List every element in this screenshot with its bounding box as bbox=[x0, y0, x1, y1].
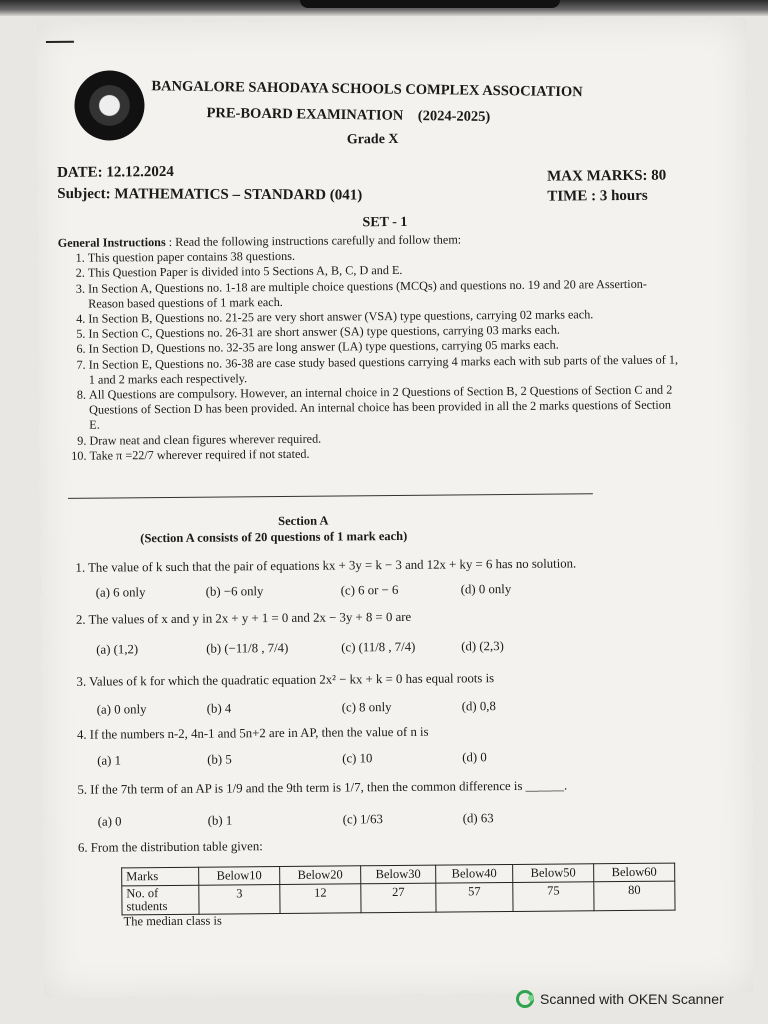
instructions-intro: : Read the following instructions carefully and follow them: bbox=[165, 232, 462, 249]
table-cell: 3 bbox=[199, 885, 280, 915]
option-d: (d) 0 only bbox=[460, 581, 512, 597]
option-a: (a) 6 only bbox=[95, 585, 146, 600]
scan-shadow bbox=[300, 0, 560, 8]
median-question: The median class is bbox=[123, 913, 222, 929]
exam-date: DATE: 12.12.2024 bbox=[56, 163, 174, 181]
scanner-watermark bbox=[516, 990, 724, 1008]
set-label: SET - 1 bbox=[362, 214, 408, 231]
general-instructions bbox=[58, 230, 685, 463]
instruction-item: 2. This Question Paper is divided into 5 Sections A, B, C, D and E. bbox=[88, 261, 683, 281]
option-c: (c) 6 or − 6 bbox=[340, 582, 399, 598]
section-title: Section A bbox=[278, 513, 329, 529]
table-header-cell: Below60 bbox=[594, 863, 675, 882]
subject-line: Subject: MATHEMATICS – STANDARD (041) bbox=[57, 185, 363, 204]
option-b: (b) 1 bbox=[207, 813, 233, 828]
instructions-title: General Instructions bbox=[57, 234, 166, 250]
instruction-item: 6. In Section D, Questions no. 32-35 are long answer (LA) type questions, carrying 05 marks each. bbox=[89, 337, 684, 357]
max-marks: MAX MARKS: 80 bbox=[547, 167, 667, 185]
option-b: (b) 5 bbox=[207, 752, 232, 767]
pen-mark bbox=[46, 41, 74, 43]
table-cell: 27 bbox=[361, 883, 436, 913]
table-cell: 12 bbox=[280, 884, 361, 914]
option-b: (b) −6 only bbox=[205, 584, 264, 599]
instruction-item: 7. In Section E, Questions no. 36-38 are case study based questions carrying 4 marks each with sub parts of the values of 1, 1 and 2 marks each respectively. bbox=[89, 352, 684, 388]
table-header-cell: Below10 bbox=[199, 867, 280, 886]
exam-heading bbox=[206, 105, 606, 128]
grade-label: Grade X bbox=[346, 131, 399, 148]
table-header-cell: Below40 bbox=[436, 864, 513, 883]
table-row bbox=[122, 881, 675, 915]
question-2: 2. The values of x and y in 2x + y + 1 = 0 and 2x − 3y + 8 = 0 are bbox=[75, 609, 412, 627]
option-c: (c) 8 only bbox=[341, 700, 392, 715]
option-c: (c) (11/8 , 7/4) bbox=[341, 639, 416, 655]
table-header-cell: Marks bbox=[122, 867, 199, 886]
option-a: (a) (1,2) bbox=[96, 642, 139, 657]
question-4-options bbox=[97, 748, 697, 771]
divider bbox=[68, 493, 593, 499]
table-header-cell: Below30 bbox=[361, 865, 436, 884]
option-a: (a) 0 only bbox=[96, 702, 147, 717]
question-5: 5. If the 7th term of an AP is 1/9 and the 9th term is 1/7, then the common difference is ______. bbox=[77, 778, 568, 797]
option-d: (d) (2,3) bbox=[461, 639, 504, 654]
exam-year: (2024-2025) bbox=[417, 108, 491, 126]
question-4: 4. If the numbers n-2, 4n-1 and 5n+2 are in AP, then the value of n is bbox=[76, 724, 429, 742]
table-cell: 80 bbox=[594, 881, 675, 911]
instruction-item: 5. In Section C, Questions no. 26-31 are short answer (SA) type questions, carrying 03 marks each. bbox=[88, 322, 683, 342]
exam-title: PRE-BOARD EXAMINATION bbox=[206, 105, 404, 124]
exam-paper bbox=[36, 17, 754, 998]
distribution-table bbox=[121, 863, 675, 916]
instruction-item: 9. Draw neat and clean figures wherever required. bbox=[89, 428, 684, 448]
question-3: 3. Values of k for which the quadratic equation 2x² − kx + k = 0 has equal roots is bbox=[76, 671, 495, 689]
instructions-list bbox=[58, 246, 685, 464]
instruction-item: 1. This question paper contains 38 questions. bbox=[88, 246, 683, 266]
scanner-label: Scanned with OKEN Scanner bbox=[540, 991, 724, 1007]
table-header-cell: Below20 bbox=[280, 866, 361, 885]
table-cell: 75 bbox=[513, 882, 594, 912]
option-d: (d) 0,8 bbox=[461, 699, 496, 714]
exam-time: TIME : 3 hours bbox=[547, 187, 648, 205]
org-heading: BANGALORE SAHODAYA SCHOOLS COMPLEX ASSOCIATION bbox=[151, 78, 583, 101]
question-2-options bbox=[96, 637, 696, 660]
option-a: (a) 0 bbox=[97, 814, 122, 829]
question-5-options bbox=[98, 809, 698, 832]
instruction-item: 8. All Questions are compulsory. However, an internal choice in 2 Questions of Section B, 2 Questions of Section C and 2 Questions of Section D has been provided. An internal choice has been provided in all the 2 marks questions of Section E. bbox=[89, 383, 684, 434]
option-d: (d) 63 bbox=[462, 811, 494, 826]
question-1: 1. The value of k such that the pair of equations kx + 3y = k − 3 and 12x + ky = 6 has no solution. bbox=[75, 556, 577, 575]
instruction-item: 3. In Section A, Questions no. 1-18 are multiple choice questions (MCQs) and questions no. 19 and 20 are Assertion- Reason based questions of 1 mark each. bbox=[88, 276, 683, 312]
table-row-label: No. of students bbox=[122, 885, 199, 915]
question-6: 6. From the distribution table given: bbox=[77, 839, 263, 855]
scan-top-edge bbox=[0, 0, 768, 16]
instruction-item: 10. Take π =22/7 wherever required if not stated. bbox=[89, 443, 684, 463]
table-header-cell: Below50 bbox=[513, 864, 594, 883]
option-b: (b) 4 bbox=[206, 701, 232, 716]
option-c: (c) 1/63 bbox=[342, 812, 383, 827]
option-b: (b) (−11/8 , 7/4) bbox=[206, 640, 289, 656]
question-1-options bbox=[96, 580, 696, 603]
table-cell: 57 bbox=[436, 882, 513, 912]
instruction-item: 4. In Section B, Questions no. 21-25 are very short answer (VSA) type questions, carrying 02 marks each. bbox=[88, 306, 683, 326]
option-d: (d) 0 bbox=[462, 750, 487, 765]
question-3-options bbox=[97, 697, 697, 720]
option-a: (a) 1 bbox=[97, 753, 122, 768]
option-c: (c) 10 bbox=[342, 751, 373, 766]
school-logo-icon bbox=[74, 70, 145, 141]
oken-scanner-icon bbox=[516, 990, 534, 1008]
section-subtitle: (Section A consists of 20 questions of 1 mark each) bbox=[140, 528, 408, 546]
